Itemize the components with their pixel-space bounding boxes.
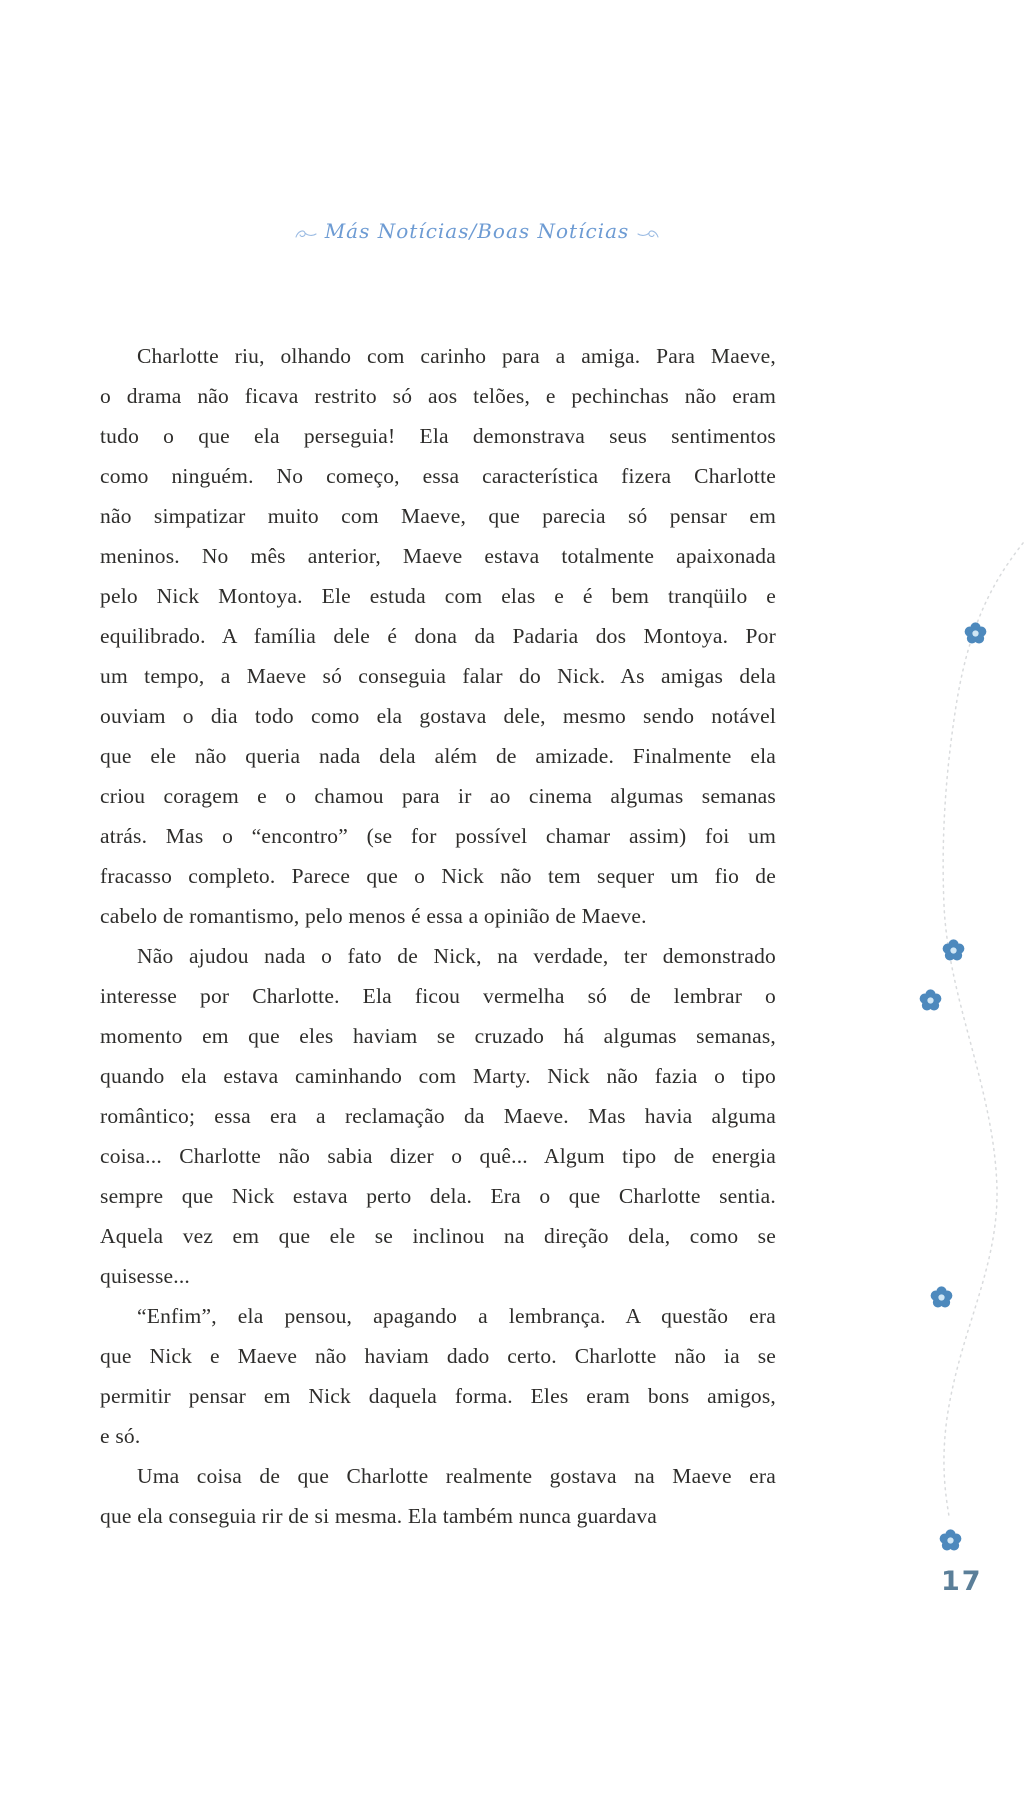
text-line: coisa... Charlotte não sabia dizer o quê... Algum tipo de energia	[100, 1144, 776, 1168]
text-line: Não ajudou nada o fato de Nick, na verdade, ter demonstrado	[137, 944, 776, 968]
text-line: equilibrado. A família dele é dona da Padaria dos Montoya. Por	[100, 624, 776, 648]
text-line: um tempo, a Maeve só conseguia falar do Nick. As amigas dela	[100, 664, 776, 688]
text-line: como ninguém. No começo, essa característica fizera Charlotte	[100, 464, 776, 488]
text-line: ouviam o dia todo como ela gostava dele, mesmo sendo notável	[100, 704, 776, 728]
text-line: Aquela vez em que ele se inclinou na direção dela, como se	[100, 1224, 776, 1248]
flower-icon	[963, 621, 988, 651]
text-line: permitir pensar em Nick daquela forma. Eles eram bons amigos,	[100, 1384, 776, 1408]
text-line: quisesse...	[100, 1264, 190, 1288]
text-line: romântico; essa era a reclamação da Maeve. Mas havia alguma	[100, 1104, 776, 1128]
text-line: tudo o que ela perseguia! Ela demonstrava seus sentimentos	[100, 424, 776, 448]
text-line: meninos. No mês anterior, Maeve estava totalmente apaixonada	[100, 544, 776, 568]
text-line: fracasso completo. Parece que o Nick não tem sequer um fio de	[100, 864, 776, 888]
flower-icon	[941, 938, 966, 968]
text-line: interesse por Charlotte. Ela ficou vermelha só de lembrar o	[100, 984, 776, 1008]
paragraph	[100, 1456, 776, 1536]
text-line: momento em que eles haviam se cruzado há algumas semanas,	[100, 1024, 776, 1048]
flower-icon	[929, 1285, 954, 1315]
text-line: pelo Nick Montoya. Ele estuda com elas e é bem tranqüilo e	[100, 584, 776, 608]
text-line: cabelo de romantismo, pelo menos é essa a opinião de Maeve.	[100, 904, 647, 928]
text-line: sempre que Nick estava perto dela. Era o que Charlotte sentia.	[100, 1184, 776, 1208]
flower-icon	[918, 988, 943, 1018]
page-number: 17	[941, 1566, 983, 1597]
running-head-title: Más Notícias/Boas Notícias	[324, 219, 630, 243]
text-line: que ela conseguia rir de si mesma. Ela também nunca guardava	[100, 1504, 658, 1528]
text-line: atrás. Mas o “encontro” (se for possível chamar assim) foi um	[100, 824, 776, 848]
running-head	[97, 217, 857, 247]
paragraph	[100, 936, 776, 1296]
paragraph	[100, 336, 776, 936]
text-line: Charlotte riu, olhando com carinho para a amiga. Para Maeve,	[137, 344, 776, 368]
text-line: “Enfim”, ela pensou, apagando a lembrança. A questão era	[137, 1304, 776, 1328]
text-line: Uma coisa de que Charlotte realmente gostava na Maeve era	[137, 1464, 776, 1488]
text-line: que Nick e Maeve não haviam dado certo. Charlotte não ia se	[100, 1344, 776, 1368]
flower-icon	[938, 1528, 963, 1558]
text-line: que ele não queria nada dela além de amizade. Finalmente ela	[100, 744, 776, 768]
flourish-right-icon	[637, 219, 659, 247]
flourish-left-icon	[295, 219, 317, 247]
text-line: criou coragem e o chamou para ir ao cinema algumas semanas	[100, 784, 776, 808]
text-line: quando ela estava caminhando com Marty. Nick não fazia o tipo	[100, 1064, 776, 1088]
body-text	[100, 336, 776, 1536]
paragraph	[100, 1296, 776, 1456]
text-line: e só.	[100, 1424, 141, 1448]
text-line: não simpatizar muito com Maeve, que parecia só pensar em	[100, 504, 776, 528]
text-line: o drama não ficava restrito só aos telões, e pechinchas não eram	[100, 384, 776, 408]
